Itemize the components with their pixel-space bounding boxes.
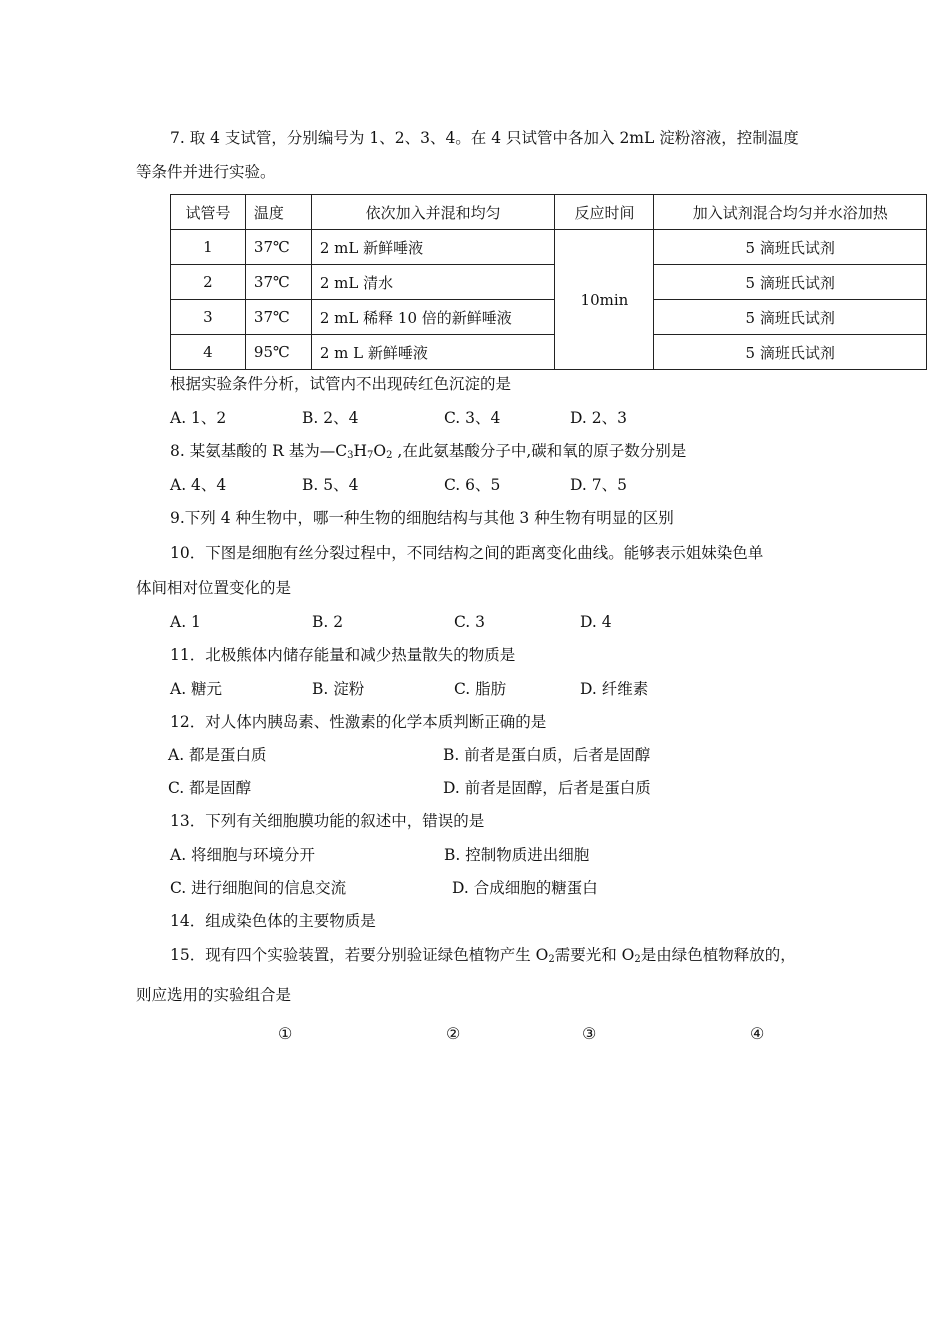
tube-reagent: 5 滴班氏试剂 [654,300,927,335]
q7-option-c: C. 3、4 [444,409,501,427]
q8-option-c: C. 6、5 [444,476,501,494]
q8-option-d: D. 7、5 [570,476,627,494]
experiment-table [170,194,927,370]
q15-line2: 则应选用的实验组合是 [136,986,292,1004]
q7-line2: 等条件并进行实验。 [136,163,276,181]
table-header-row [171,195,927,230]
table-row [171,335,927,370]
q13-option-d: D. 合成细胞的糖蛋白 [452,879,598,897]
q7-option-b: B. 2、4 [302,409,359,427]
q13-option-a: A. 将细胞与环境分开 [170,846,316,864]
q7-option-d: D. 2、3 [570,409,627,427]
device-label-2: ② [446,1024,461,1043]
q12-option-a: A. 都是蛋白质 [168,746,267,764]
table-row [171,230,927,265]
header-reaction-time: 反应时间 [555,195,654,230]
q10-line1: 10．下图是细胞有丝分裂过程中，不同结构之间的距离变化曲线。能够表示姐妹染色单 [170,544,764,562]
table-row [171,265,927,300]
q11-stem: 11．北极熊体内储存能量和减少热量散失的物质是 [170,646,516,664]
q10-option-b: B. 2 [312,613,344,631]
tube-added: 2 mL 新鲜唾液 [311,230,555,265]
tube-number: 2 [171,265,246,300]
q7-option-a: A. 1、2 [170,409,227,427]
q7-line1: 7. 取 4 支试管，分别编号为 1、2、3、4。在 4 只试管中各加入 2mL 淀粉溶液，控制温度 [170,129,799,147]
q15-line1: 15．现有四个实验装置，若要分别验证绿色植物产生 $O_2$需要光和 $O_2$是由绿色植物释放的， [170,946,796,965]
q11-option-a: A. 糖元 [170,680,223,698]
device-label-1: ① [278,1024,293,1043]
device-label-3: ③ [582,1024,597,1043]
q14-stem: 14．组成染色体的主要物质是 [170,912,376,930]
q8-stem: 8. 某氨基酸的 R 基为$—C_3H_7O_2$ ,在此氨基酸分子中,碳和氧的原子数分别是 [170,442,687,461]
q12-option-d: D. 前者是固醇，后者是蛋白质 [443,779,651,797]
q10-option-a: A. 1 [170,613,201,631]
q11-option-b: B. 淀粉 [312,680,365,698]
header-added: 依次加入并混和均匀 [311,195,555,230]
tube-number: 3 [171,300,246,335]
q8-option-a: A. 4、4 [170,476,227,494]
tube-temperature: 37℃ [245,300,311,335]
tube-reagent: 5 滴班氏试剂 [654,230,927,265]
q10-option-c: C. 3 [454,613,486,631]
q9-stem: 9.下列 4 种生物中，哪一种生物的细胞结构与其他 3 种生物有明显的区别 [170,509,674,527]
tube-added: 2 mL 清水 [311,265,555,300]
tube-temperature: 95℃ [245,335,311,370]
q12-option-c: C. 都是固醇 [168,779,252,797]
header-temperature: 温度 [245,195,311,230]
device-label-4: ④ [750,1024,765,1043]
tube-temperature: 37℃ [245,230,311,265]
reaction-time: 10min [555,230,654,370]
q12-option-b: B. 前者是蛋白质，后者是固醇 [443,746,651,764]
table-row [171,300,927,335]
q8-option-b: B. 5、4 [302,476,359,494]
tube-number: 4 [171,335,246,370]
q12-stem: 12．对人体内胰岛素、性激素的化学本质判断正确的是 [170,713,547,731]
header-reagent: 加入试剂混合均匀并水浴加热 [654,195,927,230]
tube-number: 1 [171,230,246,265]
q11-option-d: D. 纤维素 [580,680,649,698]
tube-temperature: 37℃ [245,265,311,300]
q13-stem: 13．下列有关细胞膜功能的叙述中，错误的是 [170,812,485,830]
tube-reagent: 5 滴班氏试剂 [654,265,927,300]
tube-added: 2 m L 新鲜唾液 [311,335,555,370]
q11-option-c: C. 脂肪 [454,680,507,698]
tube-reagent: 5 滴班氏试剂 [654,335,927,370]
tube-added: 2 mL 稀释 10 倍的新鲜唾液 [311,300,555,335]
q7-stem: 根据实验条件分析，试管内不出现砖红色沉淀的是 [170,375,512,393]
q10-line2: 体间相对位置变化的是 [136,579,292,597]
q13-option-b: B. 控制物质进出细胞 [444,846,590,864]
q13-option-c: C. 进行细胞间的信息交流 [170,879,347,897]
header-tube-no: 试管号 [171,195,246,230]
q10-option-d: D. 4 [580,613,612,631]
